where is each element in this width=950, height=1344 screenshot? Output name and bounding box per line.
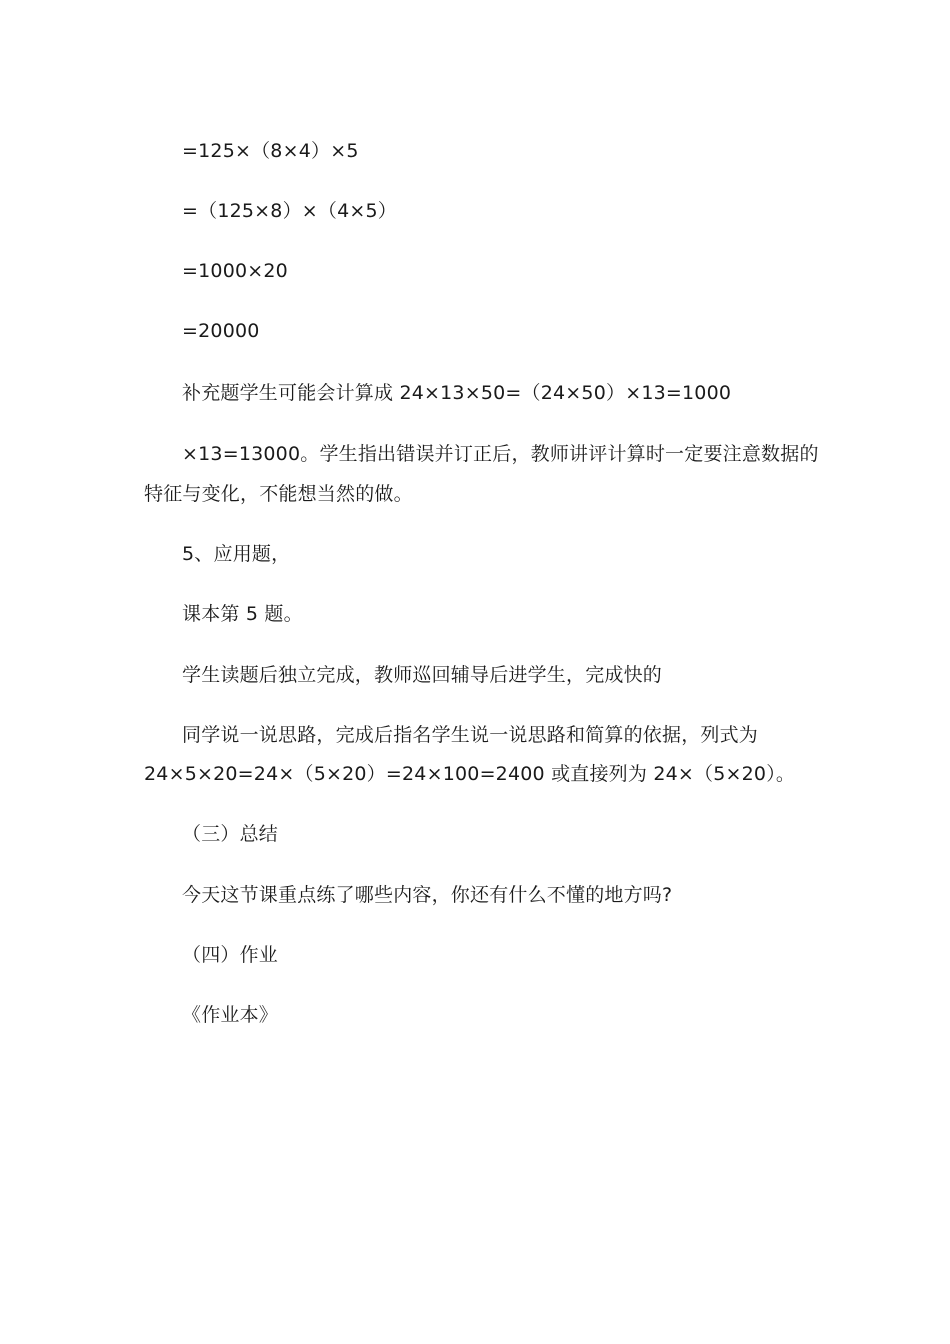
summary-question-line: 今天这节课重点练了哪些内容，你还有什么不懂的地方吗? [182, 884, 673, 906]
equation-line-4: =20000 [182, 320, 260, 342]
application-paragraph-line-3: 24×5×20=24×（5×20）=24×100=2400 或直接列为 24×（5×20）。 [144, 763, 796, 785]
equation-line-1: =125×（8×4）×5 [182, 140, 359, 162]
equation-line-3: =1000×20 [182, 260, 288, 282]
application-paragraph-line-2: 同学说一说思路，完成后指名学生说一说思路和简算的依据，列式为 [182, 724, 759, 746]
section-heading-homework: （四）作业 [182, 944, 279, 966]
textbook-exercise-line: 课本第 5 题。 [182, 603, 303, 625]
equation-line-2: =（125×8）×（4×5） [182, 200, 398, 222]
section-heading-application: 5、应用题， [182, 543, 291, 565]
supplement-paragraph-line-1: 补充题学生可能会计算成 24×13×50=（24×50）×13=1000 [182, 382, 732, 404]
homework-book-line: 《作业本》 [182, 1004, 279, 1026]
supplement-paragraph-line-3: 特征与变化，不能想当然的做。 [144, 483, 413, 505]
supplement-paragraph-line-2: ×13=13000。学生指出错误并订正后，教师讲评计算时一定要注意数据的 [182, 443, 819, 465]
section-heading-summary: （三）总结 [182, 823, 279, 845]
application-paragraph-line-1: 学生读题后独立完成，教师巡回辅导后进学生，完成快的 [182, 664, 663, 686]
